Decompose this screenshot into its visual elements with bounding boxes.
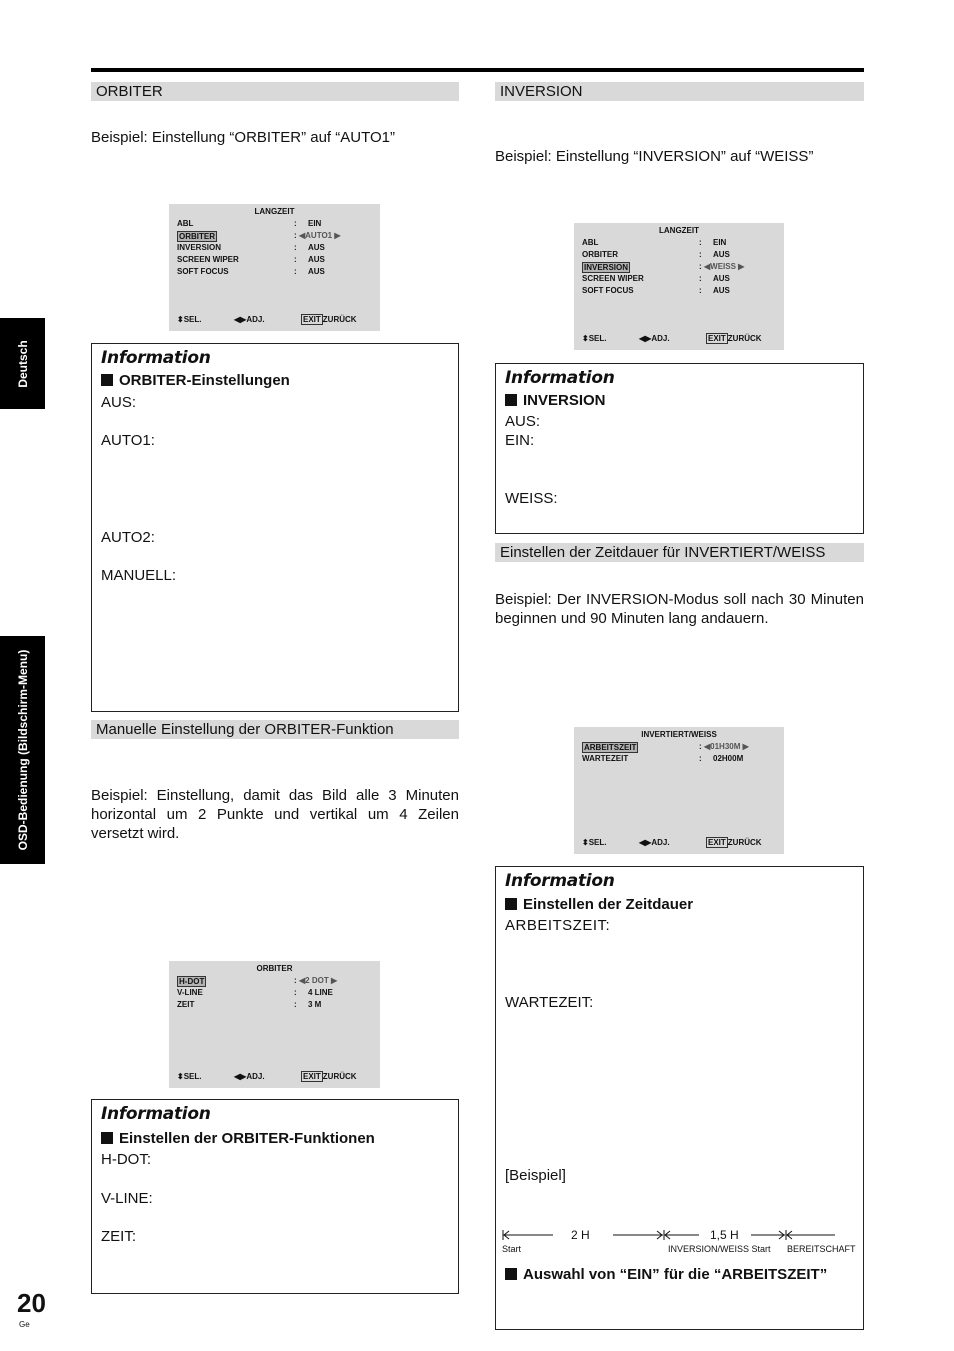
info-title: Information <box>505 871 615 891</box>
osd-title: ORBITER <box>256 964 293 973</box>
osd-title: LANGZEIT <box>254 207 295 216</box>
osd-colon: : <box>294 219 297 228</box>
inversion-example: Beispiel: Einstellung “INVERSION” auf “WEISS” <box>495 148 814 165</box>
osd-colon: : <box>699 286 702 295</box>
square-bullet-icon <box>505 898 517 910</box>
osd-row-label: INVERSION <box>177 243 222 252</box>
info-line: [Beispiel] <box>505 1167 566 1184</box>
osd-row-label: WARTEZEIT <box>582 754 629 763</box>
osd-row <box>177 988 372 999</box>
osd-row-label: SOFT FOCUS <box>582 286 634 295</box>
osd-row <box>582 286 776 297</box>
info-line: AUTO2: <box>101 529 155 546</box>
info-heading <box>505 896 693 913</box>
info-line: WEISS: <box>505 490 558 507</box>
left-right-arrow-icon: ◀▶ <box>639 838 652 847</box>
osd-row-label: SCREEN WIPER <box>582 274 644 283</box>
osd-footer <box>582 838 776 848</box>
osd-footer <box>177 1072 372 1082</box>
osd-row-label: INVERSION <box>584 263 629 272</box>
osd-row <box>582 754 776 765</box>
info-heading-2 <box>505 1266 827 1283</box>
osd-row-value: AUS <box>308 267 325 276</box>
info-line: V-LINE: <box>101 1190 153 1207</box>
osd-footer-back-label: ZURÜCK <box>727 838 762 847</box>
page-number: 20 <box>17 1288 46 1318</box>
osd-footer-sel-label: SEL. <box>588 838 607 847</box>
osd-row-value: ◀2 DOT ▶ <box>299 976 338 985</box>
page-language-code: Ge <box>19 1320 30 1329</box>
osd-colon: : <box>294 255 297 264</box>
info-heading-text: Einstellen der Zeitdauer <box>523 896 694 913</box>
osd-row-label: ORBITER <box>582 250 618 259</box>
osd-footer-adj <box>234 1072 265 1081</box>
osd-row-value: AUS <box>713 274 730 283</box>
osd-row-label: V-LINE <box>177 988 203 997</box>
osd-row-value: EIN <box>308 219 322 228</box>
osd-colon: : <box>699 274 702 283</box>
osd-row <box>177 219 372 230</box>
osd-row-label: SOFT FOCUS <box>177 267 229 276</box>
osd-colon: : <box>699 250 702 259</box>
osd-colon: : <box>699 754 702 763</box>
osd-colon: : <box>294 976 297 985</box>
info-line: ARBEITSZEIT: <box>505 917 611 934</box>
osd-row-value: EIN <box>713 238 727 247</box>
info-line: ZEIT: <box>101 1228 137 1245</box>
info-heading-text: Auswahl von “EIN” für die “ARBEITSZEIT” <box>523 1266 828 1283</box>
square-bullet-icon <box>101 374 113 386</box>
section-header-duration: Einstellen der Zeitdauer für INVERTIERT/WEISS <box>495 543 864 562</box>
up-down-arrow-icon: ⬍ <box>582 334 589 343</box>
osd-value-text: WEISS <box>710 262 736 271</box>
exit-key-label: EXIT <box>303 315 321 324</box>
osd-colon: : <box>699 262 702 271</box>
osd-value-text: AUTO1 <box>305 231 333 240</box>
osd-row <box>582 274 776 285</box>
osd-colon: : <box>294 243 297 252</box>
osd-row <box>582 250 776 261</box>
osd-footer-sel <box>177 1072 201 1081</box>
osd-row-value: ◀AUTO1 ▶ <box>299 231 341 240</box>
osd-colon: : <box>699 238 702 247</box>
osd-colon: : <box>294 267 297 276</box>
info-line: EIN: <box>505 432 535 449</box>
osd-footer-exit <box>301 315 357 324</box>
info-box-orbiter-settings <box>91 343 459 712</box>
osd-row-value: AUS <box>713 250 730 259</box>
osd-footer-exit <box>706 838 762 847</box>
timeline-seg1: 2 H <box>571 1228 590 1242</box>
top-rule <box>91 68 864 72</box>
osd-menu-langzeit-inversion <box>574 223 784 350</box>
timeline-diagram <box>501 1228 856 1258</box>
osd-footer-sel <box>582 334 606 343</box>
info-heading <box>505 392 606 409</box>
osd-footer-exit <box>706 334 762 343</box>
osd-footer-back-label: ZURÜCK <box>727 334 762 343</box>
osd-row <box>177 255 372 266</box>
info-box-orbiter-functions <box>91 1099 459 1294</box>
info-box-duration <box>495 866 864 1330</box>
exit-key-label: EXIT <box>708 334 726 343</box>
info-heading <box>101 1130 375 1147</box>
osd-row-selected <box>582 262 776 273</box>
osd-title: INVERTIERT/WEISS <box>641 730 717 739</box>
timeline-end: BEREITSCHAFT <box>787 1244 856 1254</box>
osd-row-selected <box>582 742 776 753</box>
osd-footer-back-label: ZURÜCK <box>322 1072 357 1081</box>
side-tab-language <box>0 318 45 409</box>
up-down-arrow-icon: ⬍ <box>177 1072 184 1081</box>
side-tab-section <box>0 636 45 864</box>
osd-footer <box>582 334 776 344</box>
osd-footer-adj-label: ADJ. <box>651 334 670 343</box>
info-line: WARTEZEIT: <box>505 994 594 1011</box>
left-right-arrow-icon: ◀▶ <box>639 334 652 343</box>
osd-row-label: ABL <box>582 238 599 247</box>
info-line: AUTO1: <box>101 432 155 449</box>
info-line: AUS: <box>505 413 541 430</box>
up-down-arrow-icon: ⬍ <box>582 838 589 847</box>
osd-menu-orbiter <box>169 961 380 1088</box>
osd-footer-sel <box>582 838 606 847</box>
osd-row-selected <box>177 231 372 242</box>
timeline-mid: INVERSION/WEISS Start <box>668 1244 771 1254</box>
exit-key-label: EXIT <box>708 838 726 847</box>
osd-footer-sel-label: SEL. <box>588 334 607 343</box>
osd-footer-adj-label: ADJ. <box>246 1072 265 1081</box>
info-title: Information <box>101 1104 211 1124</box>
orbiter-example: Beispiel: Einstellung “ORBITER” auf “AUTO1” <box>91 129 395 146</box>
osd-footer-sel <box>177 315 201 324</box>
osd-footer-adj <box>639 334 670 343</box>
osd-row-value: AUS <box>713 286 730 295</box>
osd-title: LANGZEIT <box>659 226 699 235</box>
info-box-inversion <box>495 363 864 534</box>
osd-footer-adj <box>234 315 265 324</box>
section-header-inversion: INVERSION <box>495 82 864 101</box>
osd-row-label: ORBITER <box>179 232 215 241</box>
info-line: MANUELL: <box>101 567 177 584</box>
osd-footer-back-label: ZURÜCK <box>322 315 357 324</box>
section-header-manual-orbiter: Manuelle Einstellung der ORBITER-Funktion <box>91 720 459 739</box>
osd-row <box>177 243 372 254</box>
osd-footer-sel-label: SEL. <box>183 1072 202 1081</box>
info-title: Information <box>101 348 211 368</box>
up-down-arrow-icon: ⬍ <box>177 315 184 324</box>
osd-footer <box>177 315 372 325</box>
osd-colon: : <box>294 988 297 997</box>
timeline-seg2: 1,5 H <box>710 1228 739 1242</box>
info-title: Information <box>505 368 615 388</box>
osd-row-label: ZEIT <box>177 1000 195 1009</box>
square-bullet-icon <box>505 394 517 406</box>
square-bullet-icon <box>101 1132 113 1144</box>
osd-row <box>177 267 372 278</box>
osd-value-text: 2 DOT <box>305 976 329 985</box>
osd-row-label: H-DOT <box>179 977 205 986</box>
osd-row-label: ARBEITSZEIT <box>584 743 637 752</box>
osd-row-value: AUS <box>308 255 325 264</box>
osd-footer-adj <box>639 838 670 847</box>
osd-footer-sel-label: SEL. <box>183 315 202 324</box>
osd-row-value: 3 M <box>308 1000 322 1009</box>
osd-row-label: ABL <box>177 219 194 228</box>
left-right-arrow-icon: ◀▶ <box>234 1072 247 1081</box>
side-tab-section-label: OSD-Bedienung (Bildschirm-Menu) <box>15 649 30 851</box>
osd-colon: : <box>294 1000 297 1009</box>
osd-menu-invertiert-weiss <box>574 727 784 854</box>
osd-row-value: AUS <box>308 243 325 252</box>
osd-colon: : <box>699 742 702 751</box>
info-heading-text: ORBITER-Einstellungen <box>119 372 290 389</box>
section-header-orbiter: ORBITER <box>91 82 459 101</box>
square-bullet-icon <box>505 1268 517 1280</box>
timeline-start: Start <box>502 1244 522 1254</box>
osd-row <box>177 1000 372 1011</box>
osd-footer-exit <box>301 1072 357 1081</box>
side-tab-language-label: Deutsch <box>15 339 30 388</box>
left-right-arrow-icon: ◀▶ <box>234 315 247 324</box>
info-line: H-DOT: <box>101 1151 151 1168</box>
info-line: AUS: <box>101 394 137 411</box>
exit-key-label: EXIT <box>303 1072 321 1081</box>
info-heading <box>101 372 290 389</box>
osd-row-value: ◀01H30M ▶ <box>704 742 749 751</box>
duration-example: Beispiel: Der INVERSION-Modus soll nach 30 Minuten beginnen und 90 Minuten lang andauern. <box>495 591 864 627</box>
osd-row-label: SCREEN WIPER <box>177 255 239 264</box>
info-heading-text: INVERSION <box>523 392 606 409</box>
osd-menu-langzeit <box>169 204 380 331</box>
osd-row-value: ◀WEISS ▶ <box>704 262 745 271</box>
osd-colon: : <box>294 231 297 240</box>
manual-example: Beispiel: Einstellung, damit das Bild alle 3 Minuten horizontal um 2 Punkte und vertikal um 4 Zeilen versetzt wird. <box>91 787 459 842</box>
osd-value-text: 01H30M <box>710 742 741 751</box>
osd-row-selected <box>177 976 372 987</box>
osd-footer-adj-label: ADJ. <box>651 838 670 847</box>
osd-row-value: 4 LINE <box>308 988 333 997</box>
osd-footer-adj-label: ADJ. <box>246 315 265 324</box>
osd-row <box>582 238 776 249</box>
timeline-arrows <box>501 1228 856 1242</box>
info-heading-text: Einstellen der ORBITER-Funktionen <box>119 1130 375 1147</box>
osd-row-value: 02H00M <box>713 754 744 763</box>
